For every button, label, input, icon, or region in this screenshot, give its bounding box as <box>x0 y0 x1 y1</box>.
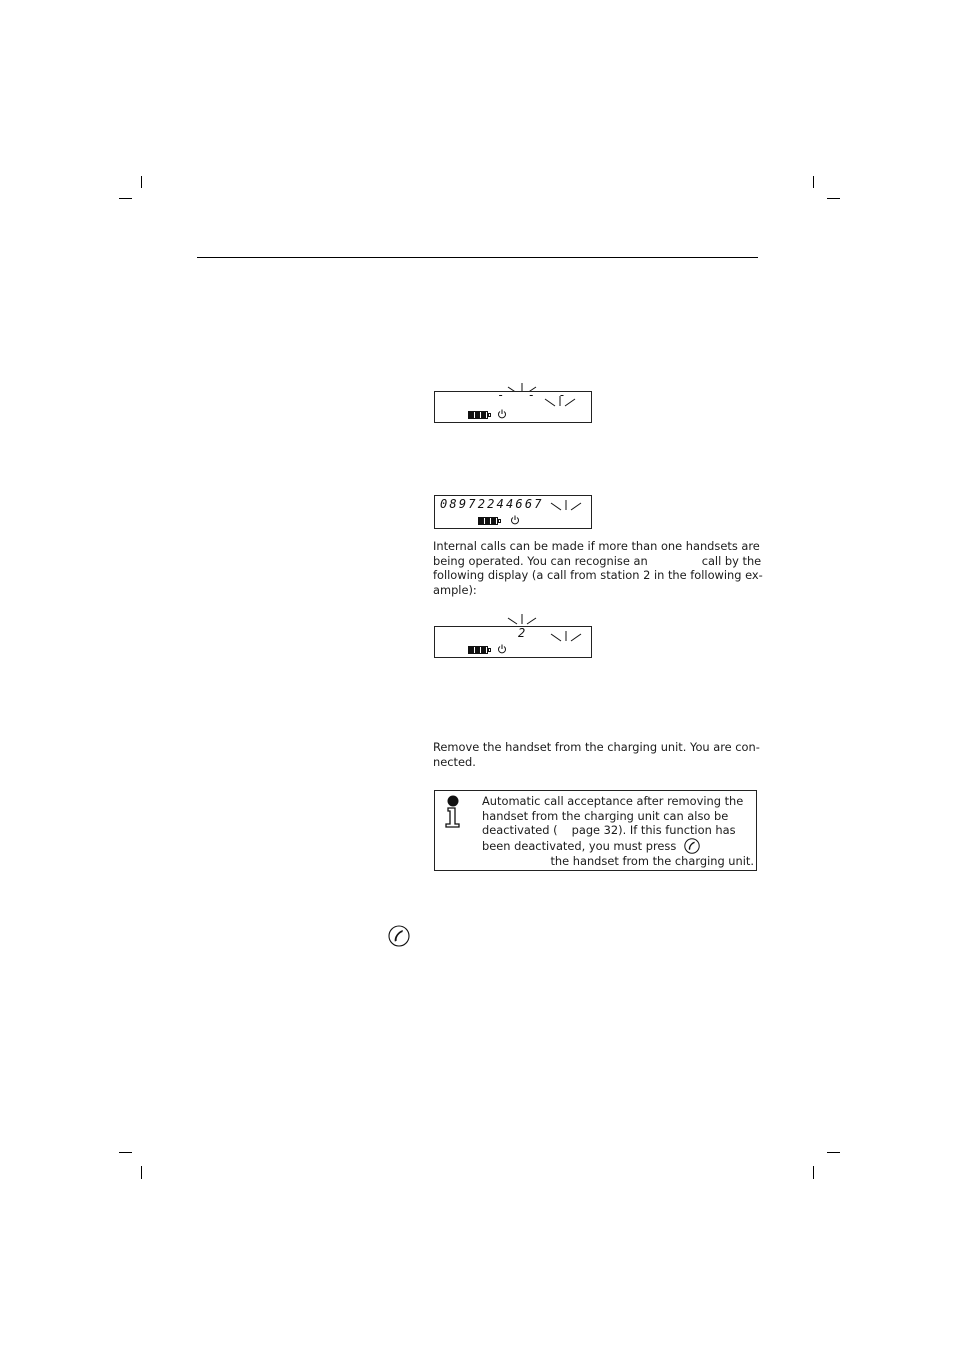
lcd-dashes: - - - <box>497 388 569 402</box>
crop-mark <box>119 1152 132 1153</box>
crop-mark <box>141 176 142 188</box>
lcd-display-external-call <box>434 388 592 423</box>
text-line: the handset from the charging unit. <box>550 853 754 868</box>
text-fragment: page 32). If this function has <box>571 823 736 838</box>
crop-mark <box>141 1166 142 1179</box>
text-line <box>482 823 754 838</box>
text-line <box>433 553 762 569</box>
lcd-station-number: 2 <box>518 626 528 640</box>
crop-mark <box>813 1166 814 1179</box>
lcd-caller-number: 08972244667 <box>440 497 544 511</box>
crop-mark <box>813 176 814 188</box>
internal-calls-text <box>433 539 763 597</box>
battery-icon <box>468 646 488 654</box>
text-line: Internal calls can be made if more than one handsets are <box>433 539 760 553</box>
text-line: ample): <box>433 582 477 597</box>
ringing-icon <box>549 630 583 642</box>
text-fragment: deactivated ( <box>482 823 558 838</box>
text-fragment: being operated. You can recognise an <box>433 553 648 568</box>
text-line: following display (a call from station 2 in the following ex- <box>433 568 763 583</box>
power-icon <box>510 515 520 525</box>
text-line: handset from the charging unit can also be <box>482 808 729 823</box>
phone-key-icon <box>388 925 410 947</box>
battery-icon <box>468 411 488 419</box>
text-line: nected. <box>433 754 476 769</box>
crop-mark <box>827 198 840 199</box>
crop-mark <box>827 1152 840 1153</box>
power-icon <box>497 409 507 419</box>
ringing-icon <box>543 395 577 407</box>
text-line: Automatic call acceptance after removing the <box>482 794 744 808</box>
text-line: Remove the handset from the charging unit. You are con- <box>433 740 760 754</box>
info-note-text <box>482 794 754 868</box>
text-fragment: been deactivated, you must press <box>482 838 677 853</box>
info-icon <box>444 795 462 829</box>
ringing-icon <box>549 499 583 511</box>
phone-key-icon <box>684 838 700 854</box>
power-icon <box>497 644 507 654</box>
remove-handset-text <box>433 740 758 769</box>
crop-mark <box>119 198 132 199</box>
ringing-icon <box>505 613 539 625</box>
lcd-display-caller-number <box>434 495 592 529</box>
info-note-box <box>434 790 757 871</box>
text-line <box>482 838 754 854</box>
battery-icon <box>478 517 498 525</box>
text-fragment: call by the <box>701 553 762 568</box>
header-rule <box>197 257 758 258</box>
lcd-display-internal-call <box>434 626 592 658</box>
